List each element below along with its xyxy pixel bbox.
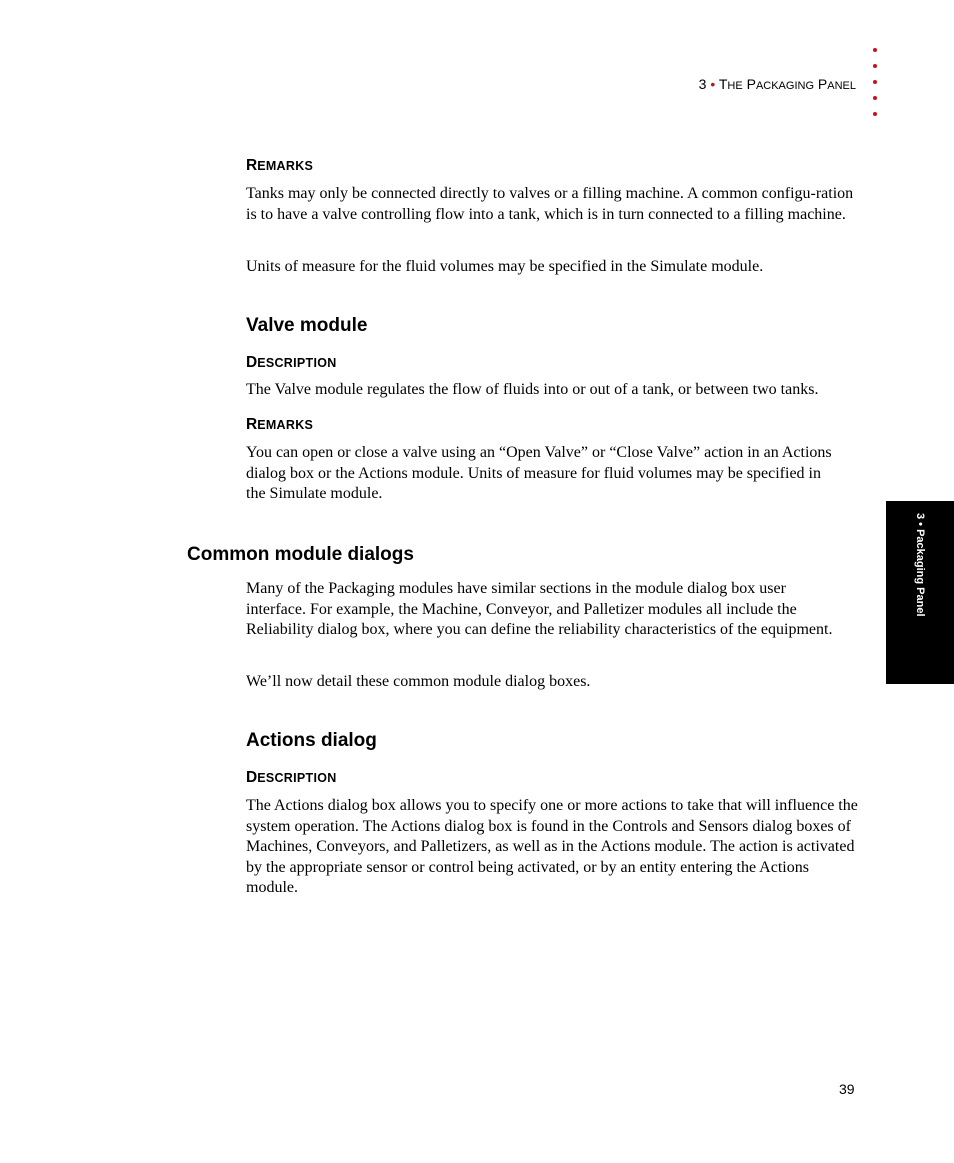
valve-module-heading: Valve module	[246, 315, 368, 336]
dot	[873, 96, 877, 100]
common-detail-paragraph: We’ll now detail these common module dialog boxes.	[246, 673, 591, 690]
dot	[873, 48, 877, 52]
tank-remarks-paragraph: Tanks may only be connected directly to valves or a filling machine. A common configu-ration is to have a valve controlling flow into a tank, which is in turn connected to a filling machine.	[246, 185, 854, 223]
chapter-number: 3	[698, 76, 707, 92]
tank-units-paragraph: Units of measure for the fluid volumes may be specified in the Simulate module.	[246, 258, 764, 275]
chapter-title: THE PACKAGING PANEL	[718, 76, 856, 92]
decorative-dots	[873, 48, 881, 128]
valve-description-paragraph: The Valve module regulates the flow of fluids into or out of a tank, or between two tanks.	[246, 381, 819, 398]
common-intro-paragraph: Many of the Packaging modules have similar sections in the module dialog box user interface. For example, the Machine, Conveyor, and Palletizer modules all include the Reliability dialog box, where you can define the reliability characteristics of the equipment.	[246, 580, 833, 638]
dot	[873, 80, 877, 84]
valve-remarks-paragraph: You can open or close a valve using an “Open Valve” or “Close Valve” action in an Actions dialog box or the Actions module. Units of measure for fluid volumes may be specified in the Simulate module.	[246, 444, 832, 502]
common-module-dialogs-heading: Common module dialogs	[187, 544, 414, 565]
header-bullet: •	[710, 76, 716, 92]
dot	[873, 64, 877, 68]
side-tab-label: 3 • Packaging Panel	[914, 513, 926, 617]
running-header	[699, 76, 856, 92]
actions-dialog-heading: Actions dialog	[246, 730, 377, 751]
description-heading: DESCRIPTION	[246, 769, 337, 786]
remarks-heading: REMARKS	[246, 416, 314, 433]
description-heading: DESCRIPTION	[246, 354, 337, 371]
chapter-side-tab	[886, 501, 954, 684]
actions-description-paragraph: The Actions dialog box allows you to specify one or more actions to take that will influence the system operation. The Actions dialog box is found in the Controls and Sensors dialog boxes of Machines, Conveyors, and Palletizers, as well as in the Actions module. The action is activated by the appropriate sensor or control being activated, or by an entity entering the Actions module.	[246, 797, 858, 896]
page-number: 39	[839, 1081, 855, 1097]
dot	[873, 112, 877, 116]
remarks-heading: REMARKS	[246, 157, 314, 174]
